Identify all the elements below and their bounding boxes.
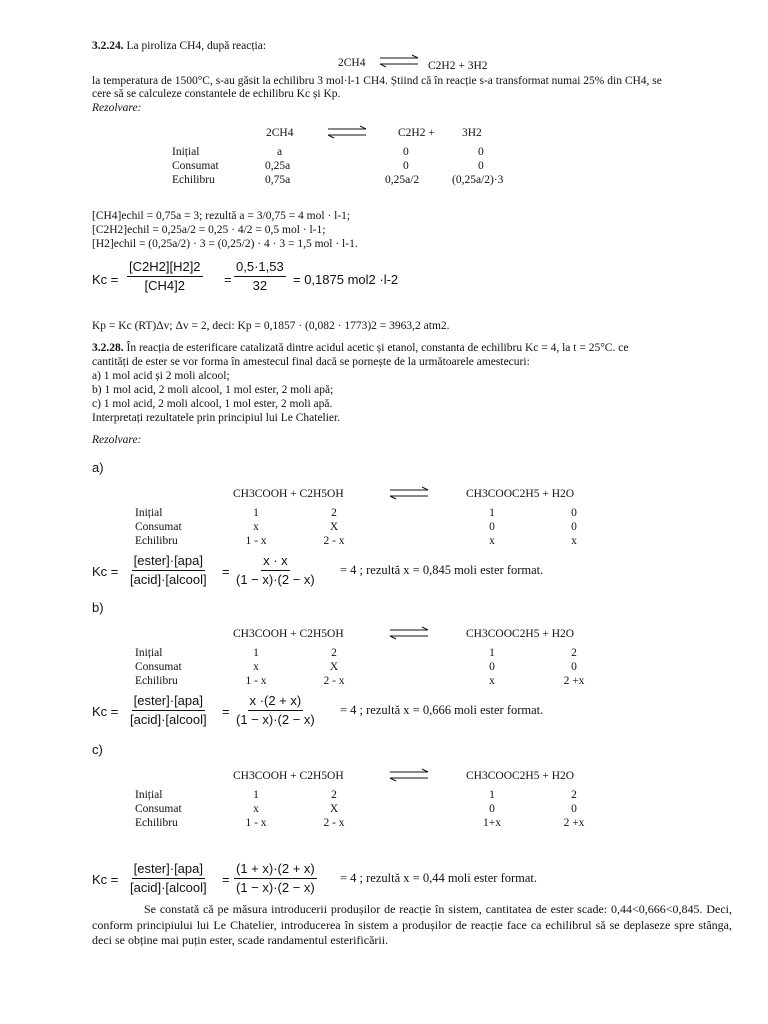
problem-text-line: În reacția de esterificare catalizată dintre acidul acetic și etanol, constanta de echilibru Kc = 4, la t = 25°C. ce	[126, 342, 629, 354]
kc-fraction	[128, 552, 209, 589]
table-cell: 1 - x	[245, 817, 267, 829]
equals-sign: =	[222, 704, 230, 719]
table-cell: x	[489, 535, 495, 547]
calc-line: [H2]echil = (0,25a/2) · 3 = (0,25/2) · 4 · 3 = 1,5 mol · l-1.	[92, 238, 358, 250]
table-cell: 2	[331, 647, 337, 659]
table-row-label: Echilibru	[172, 174, 215, 186]
case-tag: b)	[92, 600, 104, 615]
problem-heading-3-2-28	[92, 342, 732, 355]
table-row-label: Inițial	[135, 789, 163, 801]
table-row-label: Consumat	[172, 160, 219, 172]
equilibrium-arrow-icon	[378, 54, 420, 68]
calc-line: [C2H2]echil = 0,25a/2 = 0,25 · 4/2 = 0,5 mol · l-1;	[92, 224, 326, 236]
kc-denominator: (1 − x)·(2 − x)	[236, 712, 315, 727]
table-row-label: Inițial	[135, 507, 163, 519]
kc-numerator: x ·(2 + x)	[248, 692, 304, 711]
table-cell: 0,25a	[265, 160, 291, 172]
option-b: b) 1 mol acid, 2 moli alcool, 1 mol ester, 2 moli apă;	[92, 384, 334, 396]
interpret-line: Interpretați rezultatele prin principiul lui Le Chatelier.	[92, 412, 341, 424]
table-row-label: Echilibru	[135, 675, 178, 687]
kc-numerator: [ester]·[apa]	[132, 692, 205, 711]
table-cell: 0,25a/2	[385, 174, 420, 186]
kc-denominator: [acid]·[alcool]	[130, 880, 207, 895]
case-result: = 4 ; rezultă x = 0,845 moli ester format.	[340, 563, 544, 577]
case-result: = 4 ; rezultă x = 0,44 moli ester format.	[340, 871, 538, 885]
kc-numerator: (1 + x)·(2 + x)	[234, 860, 317, 879]
table-cell: x	[489, 675, 495, 687]
table-cell: 0	[478, 146, 484, 158]
problem-text-line: la temperatura de 1500°C, s-au găsit la echilibru 3 mol·l-1 CH4. Știind că în reacție s-a transformat numai 25% din CH4, se	[92, 75, 662, 87]
table-cell: 0	[478, 160, 484, 172]
table-cell: 2 - x	[323, 817, 345, 829]
kc-denominator: 32	[252, 278, 268, 293]
table-cell: (0,25a/2)·3	[452, 174, 504, 186]
table-row-label: Echilibru	[135, 817, 178, 829]
table-cell: 1+x	[483, 817, 501, 829]
table-row-label: Consumat	[135, 803, 182, 815]
table-cell: x	[253, 521, 259, 533]
kc-numerator: [ester]·[apa]	[132, 552, 205, 571]
table-row-label: Consumat	[135, 521, 182, 533]
table-cell: 0	[403, 160, 409, 172]
table-header: C2H2 +	[398, 127, 435, 139]
conclusion-paragraph: Se constată că pe măsura introducerii produșilor de reacție în sistem, cantitatea de ester scade: 0,44<0,666<0,845. Deci, conform principiului lui Le Chatelier, introducerea în sistem a produșilor de reacție face ca echilibrul să se deplaseze spre stânga, deci se obține mai puțin ester, scade randamentul esterificării.	[92, 902, 732, 947]
kc-label: Kc =	[92, 704, 119, 719]
problem-number: 3.2.24.	[92, 40, 124, 52]
table-cell: a	[277, 146, 283, 158]
kc-denominator: (1 − x)·(2 − x)	[236, 880, 315, 895]
rezolvare-label: Rezolvare:	[92, 434, 142, 446]
table-cell: 0,75a	[265, 174, 291, 186]
table-cell: 0	[403, 146, 409, 158]
kc-fraction	[234, 692, 317, 729]
kc-label: Kc =	[92, 872, 119, 887]
table-cell: 2	[331, 789, 337, 801]
table-cell: X	[329, 661, 339, 673]
table-cell: x	[253, 803, 259, 815]
table-header: 2CH4	[266, 127, 294, 139]
kc-label: Kc =	[92, 272, 119, 287]
kc-denominator: [CH4]2	[144, 278, 185, 293]
table-cell: 0	[571, 661, 577, 673]
kc-fraction	[234, 258, 286, 295]
kc-fraction	[128, 860, 209, 897]
reaction-left: 2CH4	[338, 57, 366, 69]
table-cell: 1	[253, 789, 259, 801]
case-tag: c)	[92, 742, 103, 757]
kc-numerator: 0,5·1,53	[234, 258, 286, 277]
table-cell: 1	[253, 507, 259, 519]
kp-line: Kp = Kc (RT)Δv; Δv = 2, deci: Kp = 0,1857 · (0,082 · 1773)2 = 3963,2 atm2.	[92, 320, 450, 332]
table-cell: 0	[489, 803, 495, 815]
table-cell: 1	[253, 647, 259, 659]
reaction-right: CH3COOC2H5 + H2O	[466, 488, 575, 500]
problem-text-line: cere să se calculeze constantele de echilibru Kc și Kp.	[92, 88, 341, 100]
case-tag: a)	[92, 460, 104, 475]
table-row-label: Inițial	[172, 146, 200, 158]
table-cell: X	[329, 803, 339, 815]
table-cell: x	[571, 535, 577, 547]
kc-denominator: [acid]·[alcool]	[130, 572, 207, 587]
reaction-right: C2H2 + 3H2	[428, 60, 488, 72]
option-a: a) 1 mol acid și 2 moli alcool;	[92, 370, 230, 382]
equals-sign: =	[222, 872, 230, 887]
table-cell: 0	[489, 521, 495, 533]
table-cell: X	[329, 521, 339, 533]
table-cell: 2	[571, 789, 577, 801]
equals-sign: =	[224, 272, 232, 287]
kc-denominator: (1 − x)·(2 − x)	[236, 572, 315, 587]
table-cell: 0	[489, 661, 495, 673]
kc-fraction	[234, 860, 317, 897]
reaction-left: CH3COOH + C2H5OH	[233, 488, 344, 500]
table-cell: 0	[571, 803, 577, 815]
table-cell: 2 +x	[563, 817, 585, 829]
kc-numerator: x · x	[261, 552, 290, 571]
table-cell: 2 +x	[563, 675, 585, 687]
option-c: c) 1 mol acid, 2 moli alcool, 1 mol ester, 2 moli apă.	[92, 398, 333, 410]
problem-heading-3-2-24	[92, 40, 266, 53]
equilibrium-arrow-icon	[326, 125, 368, 139]
kc-fraction	[128, 692, 209, 729]
reaction-left: CH3COOH + C2H5OH	[233, 770, 344, 782]
table-cell: 0	[571, 507, 577, 519]
kc-denominator: [acid]·[alcool]	[130, 712, 207, 727]
problem-number: 3.2.28.	[92, 342, 124, 354]
table-cell: 2 - x	[323, 535, 345, 547]
kc-fraction	[234, 552, 317, 589]
table-row-label: Inițial	[135, 647, 163, 659]
equilibrium-arrow-icon	[388, 486, 430, 500]
table-header: 3H2	[462, 127, 482, 139]
kc-numerator: [C2H2][H2]2	[127, 258, 203, 277]
kc-label: Kc =	[92, 564, 119, 579]
reaction-left: CH3COOH + C2H5OH	[233, 628, 344, 640]
kc-fraction	[127, 258, 203, 295]
equilibrium-arrow-icon	[388, 626, 430, 640]
table-cell: 2	[331, 507, 337, 519]
problem-text-line: cantități de ester se vor forma în amestecul final dacă se pornește de la următoarele amestecuri:	[92, 356, 530, 368]
equilibrium-arrow-icon	[388, 768, 430, 782]
table-row-label: Consumat	[135, 661, 182, 673]
table-cell: 1 - x	[245, 675, 267, 687]
table-cell: 1	[489, 647, 495, 659]
equals-sign: =	[222, 564, 230, 579]
table-row-label: Echilibru	[135, 535, 178, 547]
table-cell: 1 - x	[245, 535, 267, 547]
problem-intro: La piroliza CH4, după reacția:	[126, 40, 267, 52]
reaction-right: CH3COOC2H5 + H2O	[466, 770, 575, 782]
calc-line: [CH4]echil = 0,75a = 3; rezultă a = 3/0,75 = 4 mol · l-1;	[92, 210, 351, 222]
rezolvare-label: Rezolvare:	[92, 102, 142, 114]
table-cell: 2 - x	[323, 675, 345, 687]
case-result: = 4 ; rezultă x = 0,666 moli ester format.	[340, 703, 544, 717]
kc-result: = 0,1875 mol2 ·l-2	[293, 272, 399, 287]
table-cell: 2	[571, 647, 577, 659]
table-cell: 0	[571, 521, 577, 533]
reaction-right: CH3COOC2H5 + H2O	[466, 628, 575, 640]
table-cell: 1	[489, 507, 495, 519]
table-cell: 1	[489, 789, 495, 801]
table-cell: x	[253, 661, 259, 673]
kc-numerator: [ester]·[apa]	[132, 860, 205, 879]
